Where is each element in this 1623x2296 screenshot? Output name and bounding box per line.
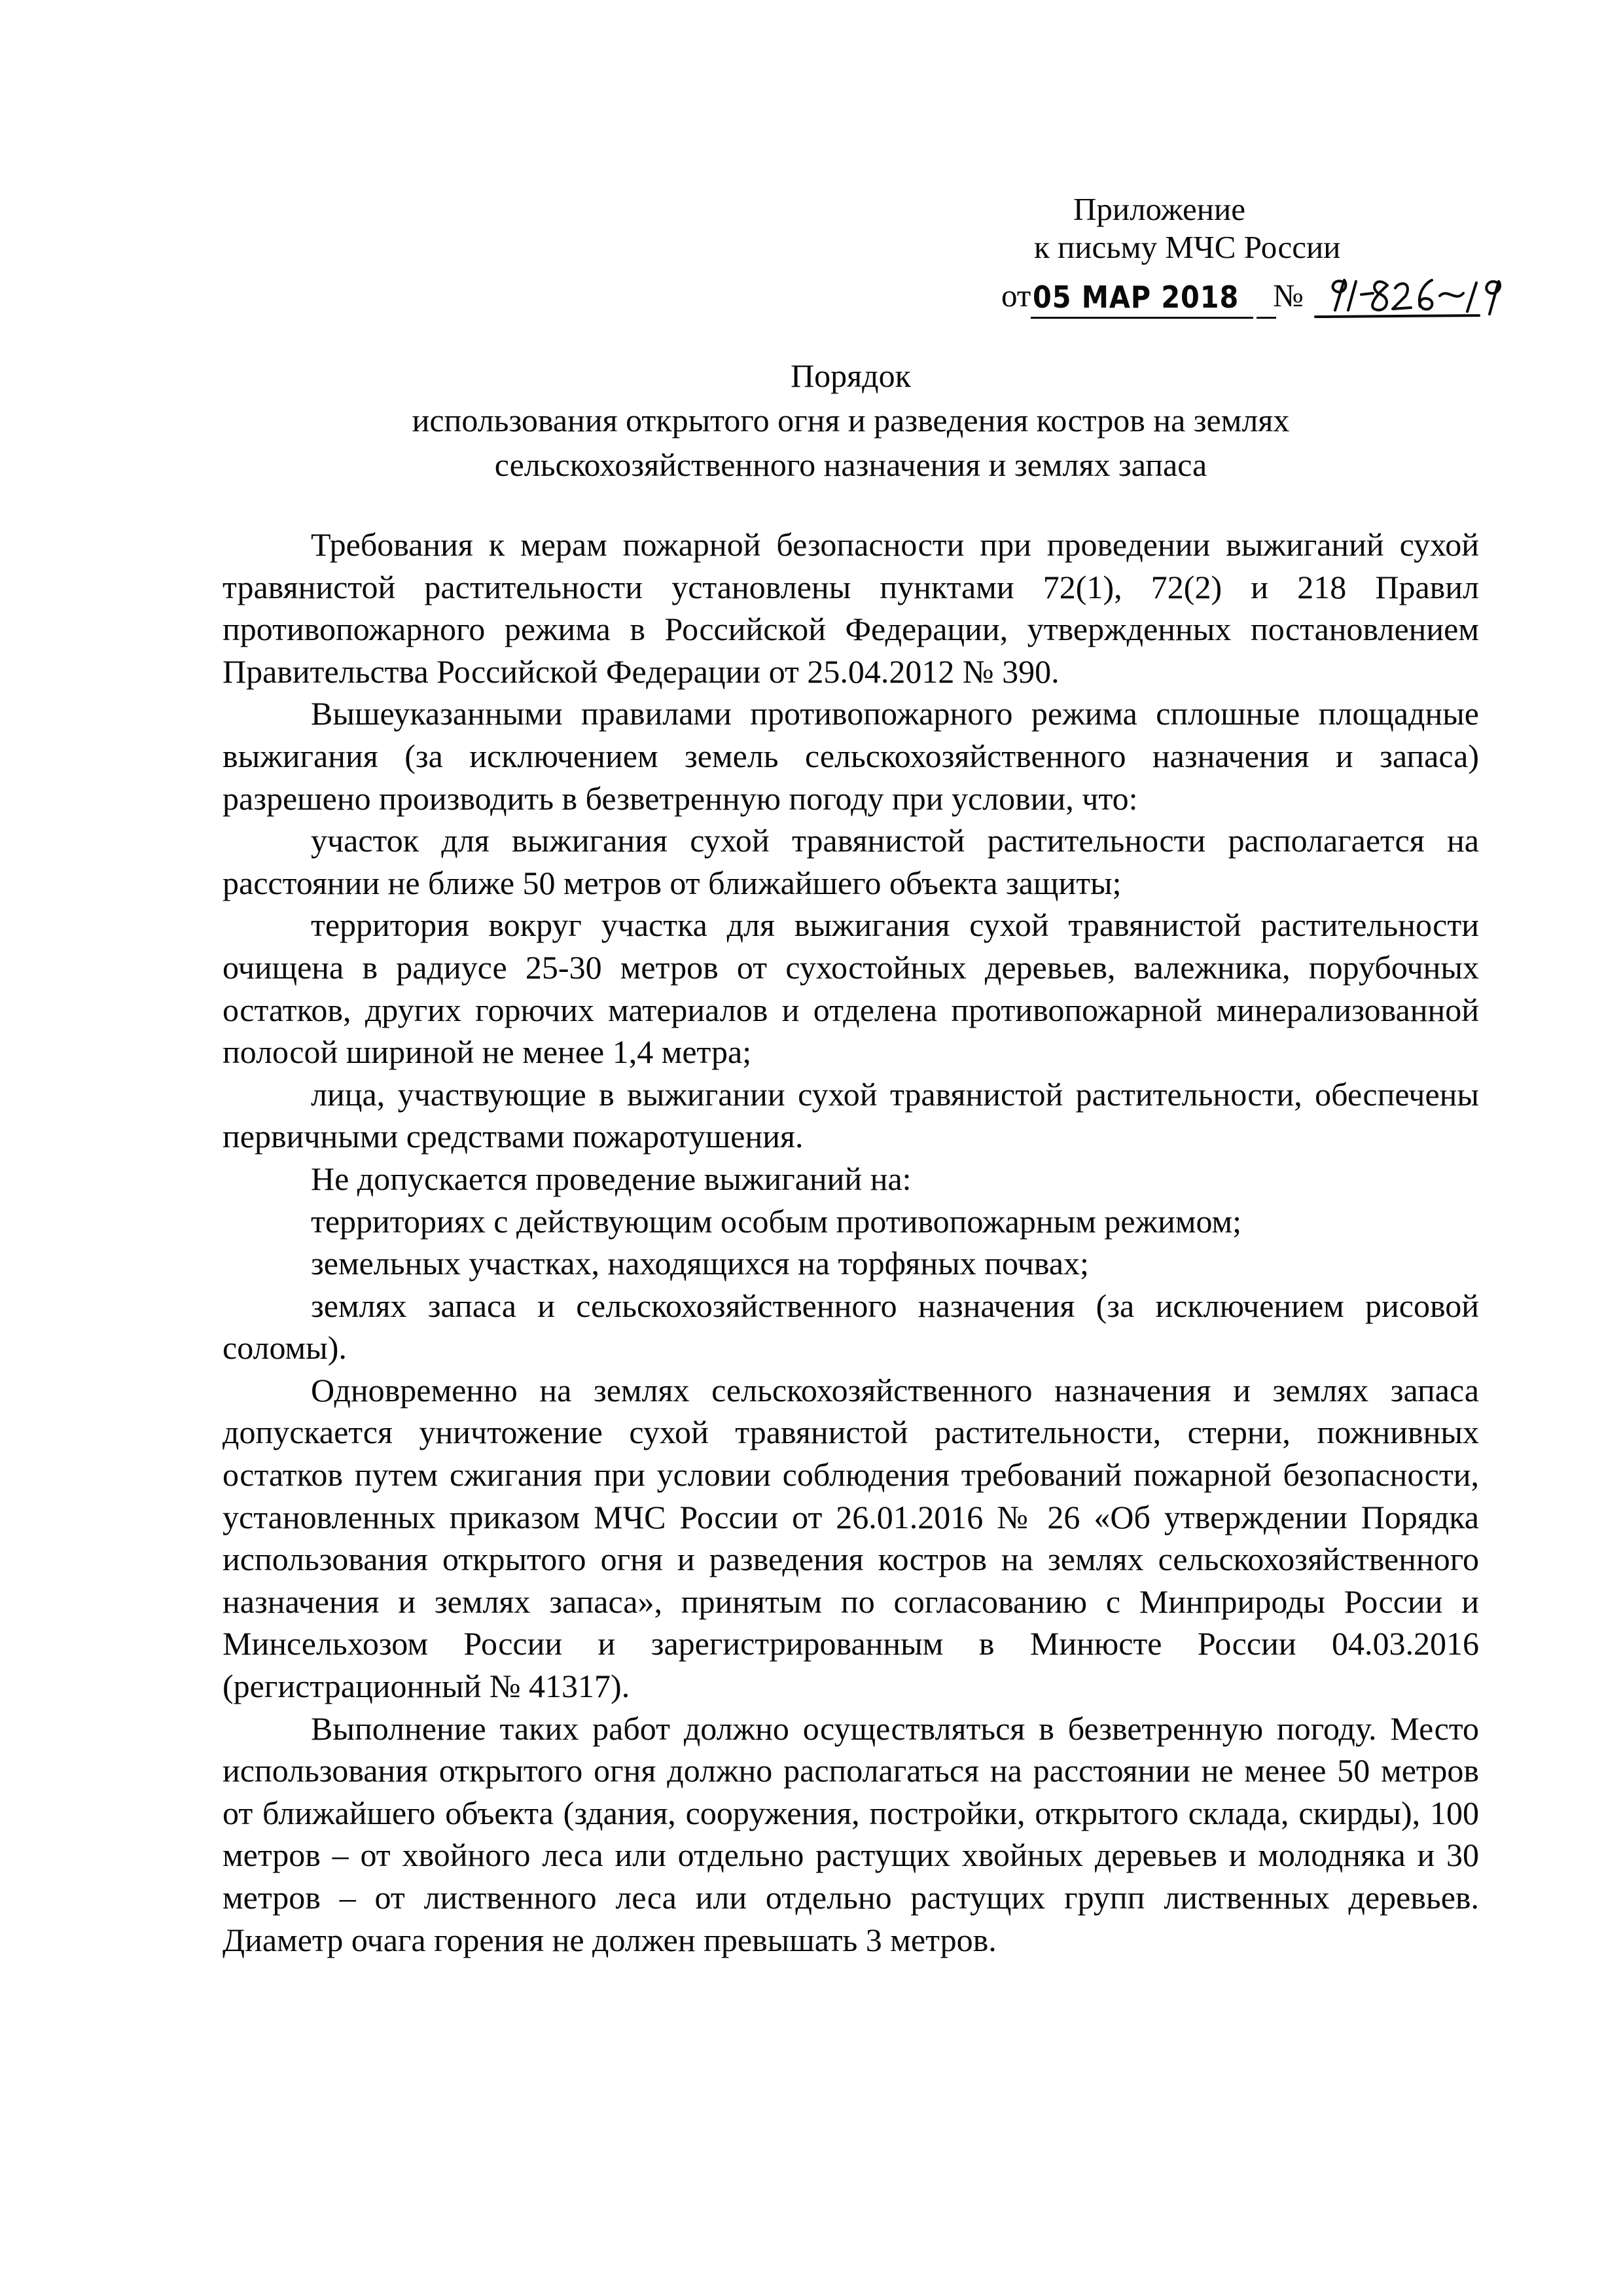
paragraph-condition-cleared: территория вокруг участка для выжигания сухой травянистой растительности очищена в радиусе 25-30 метров от сухостойных деревьев, валежника, порубочных остатков, других горючих материалов и отделена противопожарной минерализованной полосой шириной не менее 1,4 метра; — [223, 906, 1479, 1071]
paragraph-rules: Вышеуказанными правилами противопожарного режима сплошные площадные выжигания (за исключением земель сельскохозяйственного назначения и запаса) разрешено производить в безветренную погоду при условии, что: — [223, 695, 1479, 817]
document-body — [223, 524, 1479, 1961]
paragraph-reserve-lands: землях запаса и сельскохозяйственного назначения (за исключением рисовой соломы). — [223, 1287, 1479, 1367]
paragraph-peat-soils: земельных участках, находящихся на торфяных почвах; — [311, 1245, 1089, 1282]
number-underline-left — [1257, 317, 1276, 319]
paragraph-condition-equipment: лица, участвующие в выжигании сухой травянистой растительности, обеспечены первичными средствами пожаротушения. — [223, 1075, 1479, 1155]
title-line-3: сельскохозяйственного назначения и землях запаса — [494, 446, 1207, 483]
paragraph-special-regime: территориях с действующим особым противопожарным режимом; — [311, 1202, 1242, 1240]
document-title — [223, 353, 1479, 487]
paragraph-simultaneously: Одновременно на землях сельскохозяйственного назначения и землях запаса допускается уничтожение сухой травянистой растительности, стерни, пожнивных остатков путем сжигания при условии соблюдения требований пожарной безопасности, установленных приказом МЧС России от 26.01.2016 № 26 «Об утверждении Порядка использования открытого огня и разведения костров на землях сельскохозяйственного назначения и землях запаса», принятым по согласованию с Минприроды России и Минсельхозом России и зарегистрированным в Минюсте России 04.03.2016 (регистрационный № 41317). — [223, 1371, 1479, 1705]
attachment-label: Приложение — [1073, 191, 1245, 227]
letter-reference: к письму МЧС России — [1034, 229, 1341, 265]
paragraph-not-allowed: Не допускается проведение выжиганий на: — [311, 1160, 912, 1197]
date-stamp: 05 МАР 2018 — [1033, 279, 1240, 315]
date-underline — [1031, 317, 1253, 319]
number-sign: № — [1273, 278, 1304, 314]
date-prefix: от — [1001, 278, 1031, 314]
paragraph-condition-distance: участок для выжигания сухой травянистой растительности располагается на расстоянии не ближе 50 метров от ближайшего объекта защиты; — [223, 822, 1479, 901]
title-line-1: Порядок — [791, 357, 911, 394]
paragraph-works: Выполнение таких работ должно осуществляться в безветренную погоду. Место использования открытого огня должно располагаться на расстоянии не менее 50 метров от ближайшего объекта (здания, сооружения, постройки, открытого склада, скирды), 100 метров – от хвойного леса или отдельно растущих хвойных деревьев и молодняка и 30 метров – от лиственного леса или отдельно растущих групп лиственных деревьев. Диаметр очага горения не должен превышать 3 метров. — [223, 1710, 1479, 1958]
title-line-2: использования открытого огня и разведения костров на землях — [412, 402, 1290, 439]
date-number-line — [1001, 274, 1538, 326]
handwritten-document-number — [1322, 262, 1518, 327]
paragraph-requirements: Требования к мерам пожарной безопасности при проведении выжиганий сухой травянистой растительности установлены пунктами 72(1), 72(2) и 218 Правил противопожарного режима в Российской Федерации, утвержденных постановлением Правительства Российской Федерации от 25.04.2012 № 390. — [223, 526, 1479, 690]
